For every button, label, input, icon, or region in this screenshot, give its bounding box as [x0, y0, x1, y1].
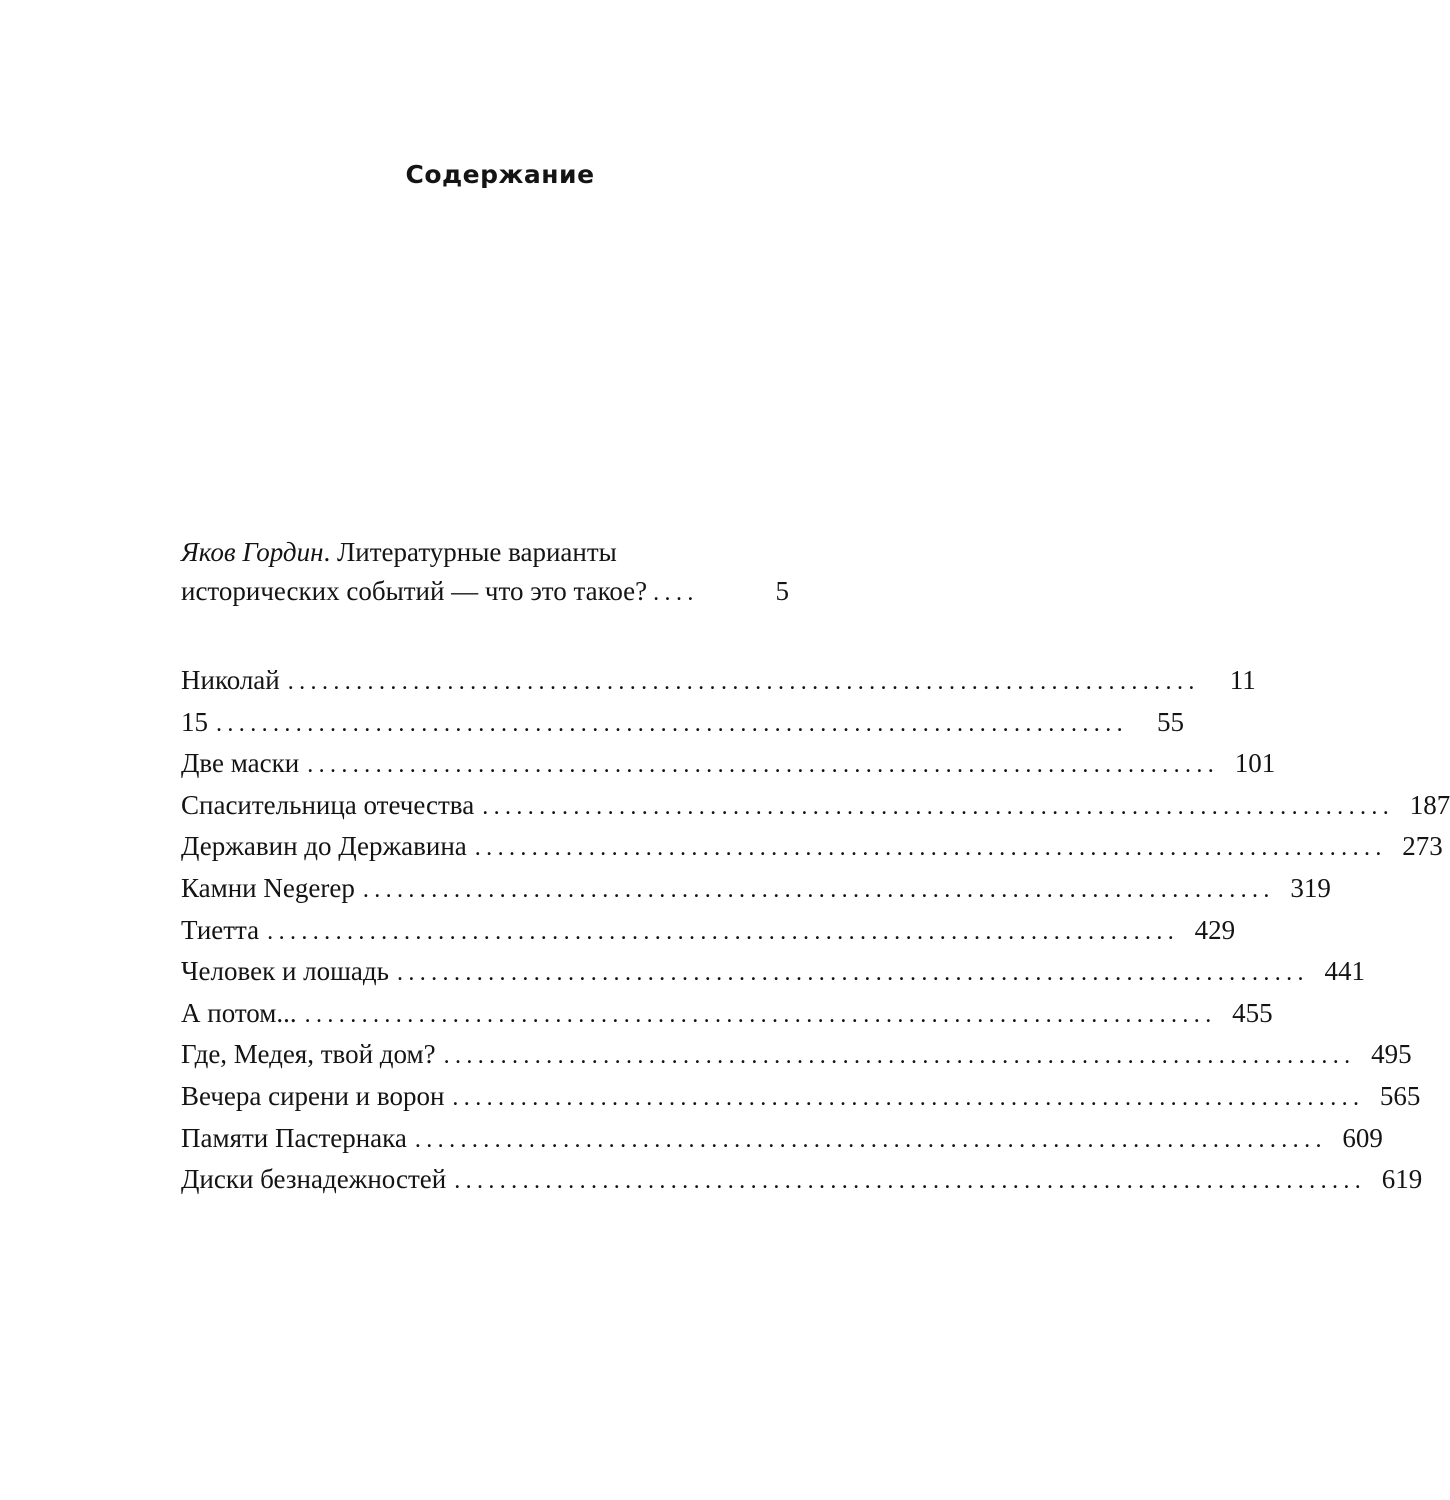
toc-entry: [181, 660, 1256, 702]
dot-leader: ................................................................................: [267, 918, 1180, 945]
entry-list: [181, 660, 1450, 1201]
toc-entry: [181, 702, 1184, 744]
entry-title: Спасительница отечества: [181, 789, 475, 820]
toc-entry: [181, 868, 1331, 910]
dot-leader: ................................................................................: [454, 1168, 1367, 1195]
dot-leader: ................................................................................: [216, 710, 1128, 737]
entry-title: 15: [181, 706, 208, 737]
dot-leader: ................................................................................: [443, 1043, 1356, 1070]
entry-title: Памяти Пастернака: [181, 1122, 407, 1153]
entry-title: Державин до Державина: [181, 831, 467, 862]
entry-page-number: 429: [1194, 914, 1236, 945]
toc-entry: [181, 1118, 1383, 1160]
intro-line-2: [181, 572, 789, 613]
intro-line-1: [181, 533, 789, 572]
toc-entry: [181, 1034, 1412, 1076]
intro-page-number: 5: [775, 576, 789, 606]
dot-leader: ................................................................................: [452, 1084, 1365, 1111]
toc-entry: [181, 785, 1450, 827]
entry-title: Диски безнадежностей: [181, 1164, 447, 1195]
entry-page-number: 319: [1290, 872, 1331, 903]
dot-leader: ................................................................................: [287, 669, 1200, 695]
dot-leader: ................................................................................: [414, 1126, 1327, 1153]
dot-leader: ................................................................................: [482, 793, 1395, 820]
intro-title-part-1: . Литературные варианты: [323, 537, 617, 567]
entry-page-number: 273: [1402, 831, 1443, 862]
entry-title: А потом...: [181, 997, 297, 1028]
page-title: Содержание: [405, 160, 595, 189]
dot-leader: ................................................................................: [307, 752, 1220, 779]
toc-entry: [181, 951, 1365, 993]
entry-title: Вечера сирени и ворон: [181, 1080, 445, 1111]
entry-title: Николай: [181, 665, 280, 695]
entry-title: Две маски: [181, 748, 300, 779]
toc-entry: [181, 826, 1443, 868]
entry-title: Камни Negerep: [181, 872, 355, 903]
toc-entry: [181, 1076, 1421, 1118]
entry-page-number: 565: [1379, 1080, 1421, 1111]
intro-entry: [181, 533, 789, 613]
toc-entry: [181, 910, 1236, 952]
table-of-contents: [181, 533, 1450, 1201]
entry-title: Тиетта: [181, 914, 260, 945]
dot-leader: ................................................................................: [396, 960, 1309, 987]
entry-title: Где, Медея, твой дом?: [181, 1039, 436, 1070]
toc-entry: [181, 743, 1276, 785]
intro-author: Яков Гордин: [181, 537, 324, 567]
entry-page-number: 495: [1371, 1039, 1412, 1070]
entry-page-number: 455: [1232, 997, 1273, 1028]
dot-leader: ....: [653, 580, 699, 606]
toc-entry: [181, 1159, 1423, 1201]
entry-title: Человек и лошадь: [181, 956, 389, 987]
entry-page-number: 609: [1342, 1122, 1383, 1153]
entry-page-number: 101: [1234, 748, 1276, 779]
intro-title-part-2: исторических событий — что это такое?: [181, 576, 648, 606]
entry-page-number: 441: [1324, 956, 1365, 987]
entry-page-number: 187: [1409, 789, 1450, 820]
entry-page-number: 619: [1381, 1164, 1423, 1195]
dot-leader: ................................................................................: [362, 876, 1275, 903]
entry-page-number: 55: [1157, 706, 1184, 737]
toc-entry: [181, 993, 1273, 1035]
dot-leader: ................................................................................: [474, 835, 1387, 862]
dot-leader: ................................................................................: [304, 1001, 1217, 1028]
entry-page-number: 11: [1229, 665, 1256, 695]
